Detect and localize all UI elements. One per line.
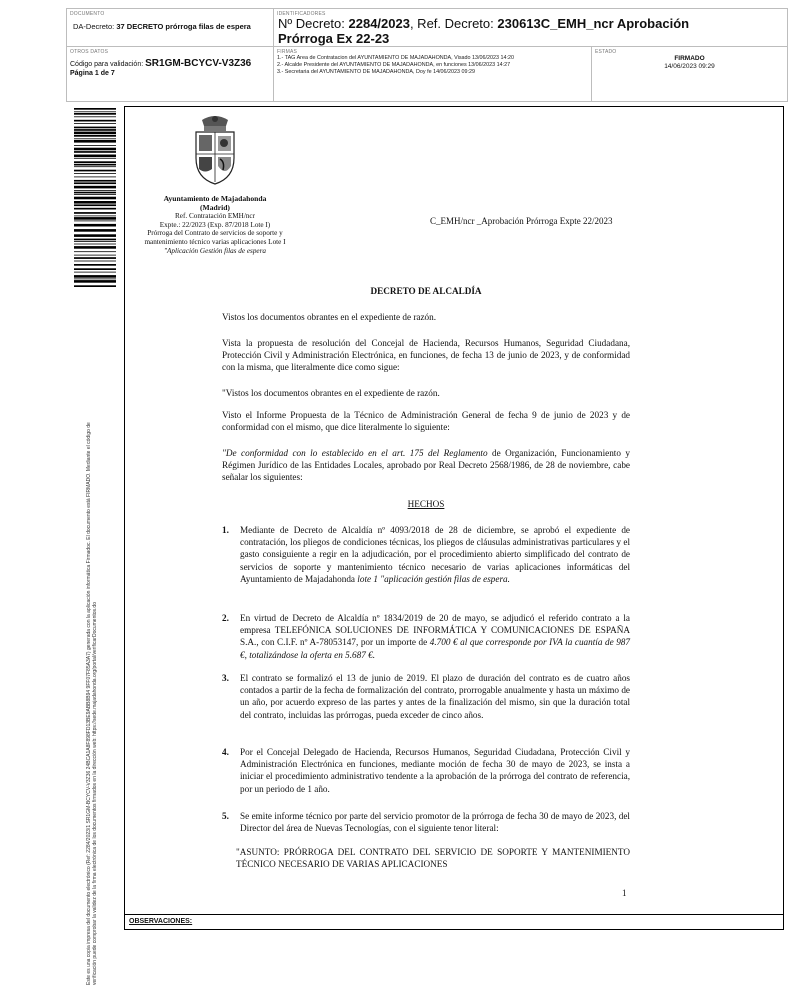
firmas-label: FIRMAS xyxy=(277,49,298,55)
ayuntamiento-region: (Madrid) xyxy=(200,202,230,212)
paragraph-3: "Vistos los documentos obrantes en el expediente de razón. xyxy=(222,388,440,398)
hecho-item: 3. El contrato se formalizó el 13 de junio de 2019. El plazo de duración del contrato es de cuatro años contados a partir de la fecha de formalización del contrato, prorrogable anualmente y hasta un máximo de un año, por acuerdo expreso de las partes y antes de la finalización del mismo, sin que la duración total del contrato, incluidas las prórrogas, pueda exceder de cinco años. xyxy=(222,673,630,720)
paragraph-1: Vistos los documentos obrantes en el expediente de razón. xyxy=(222,312,437,322)
documento-cell xyxy=(67,9,274,47)
identificadores-cell xyxy=(274,9,787,47)
documento-value: DA-Decreto: 37 DECRETO prórroga filas de espera xyxy=(73,22,251,31)
document-header xyxy=(66,8,788,102)
paragraph-5: "De conformidad con lo establecido en el art. 175 del Reglamento de Organización, Funcionamiento y Régimen Jurídico de las Entidades Locales, aprobado por Real Decreto 2568/1986, de 28 de noviembre, cabe señalar los siguientes: xyxy=(222,448,631,483)
paragraph-4: Visto el Informe Propuesta de la Técnico de Administración General de fecha 9 de junio de 2023 y de conformidad con el mismo, que dice literalmente lo siguiente: xyxy=(222,410,630,433)
estado-value: FIRMADO 14/06/2023 09:29 xyxy=(664,55,715,70)
asunto-quote: "ASUNTO: PRÓRROGA DEL CONTRATO DEL SERVICIO DE SOPORTE Y MANTENIMIENTO TÉCNICO NECESARIO DE VARIAS APLICACIONES xyxy=(236,847,630,870)
observaciones-divider xyxy=(124,914,784,915)
paragraph-2: Vista la propuesta de resolución del Concejal de Hacienda, Recursos Humanos, Seguridad Ciudadana, Protección Civil y Administración Electrónica, en funciones, de fecha 13 de junio de 2023, y de conformidad con la misma, que literalmente dice como sigue: xyxy=(222,338,630,373)
decreto-identifier: Nº Decreto: 2284/2023, Ref. Decreto: 230613C_EMH_ncr Aprobación Prórroga Ex 22-23 xyxy=(278,16,690,46)
document-title: DECRETO DE ALCALDÍA xyxy=(370,286,482,296)
hecho-item: 2. En virtud de Decreto de Alcaldía nº 1834/2019 de 20 de mayo, se adjudicó el referido contrato a la empresa TELEFÓNICA SOLUCIONES DE INFORMÁTICA Y COMUNICACIONES DE ESPAÑA S.A., con C.I.F. nº A-78053147, por un importe de 4.700 € al que corresponde por IVA la cuantía de 987 €, totalizándose la oferta en 5.687 €. xyxy=(222,613,630,660)
firma-2: 2.- Alcalde Presidente del AYUNTAMIENTO DE MAJADAHONDA, en funciones 13/06/2023 14:27 xyxy=(277,61,511,68)
documento-label: DOCUMENTO xyxy=(70,11,105,17)
hechos-heading: HECHOS xyxy=(407,499,445,509)
otros-datos-cell xyxy=(67,47,274,101)
otros-label: OTROS DATOS xyxy=(70,49,109,55)
reference-right: C_EMH/ncr _Aprobación Prórroga Expte 22/2023 xyxy=(430,216,613,226)
codigo[interactable]: SR1GM-BCYCV-V3Z36 xyxy=(145,58,252,69)
firma-1: 1.- TAG Area de Contratacion del AYUNTAMIENTO DE MAJADAHONDA, Visado 13/06/2023 14:20 xyxy=(277,55,514,61)
hecho-item: 1. Mediante de Decreto de Alcaldía nº 4093/2018 de 28 de diciembre, se aprobó el expediente de contratación, los pliegos de condiciones técnicas, los pliegos de cláusulas administrativas particulares y el gasto consiguiente a regir en la adjudicación, por el procedimiento abierto simplificado del contrato de servicios de soporte y mantenimiento técnico necesario de varias aplicaciones informáticas del Ayuntamiento de Majadahonda lote 1 "aplicación gestión filas de espera. xyxy=(222,525,630,584)
firma-3: 3.- Secretaria del AYUNTAMIENTO DE MAJADAHONDA, Doy fe 14/06/2023 09:29 xyxy=(277,68,476,75)
identificadores-label: IDENTIFICADORES xyxy=(277,11,326,17)
firmas-cell xyxy=(274,47,592,101)
pagina: Página 1 de 7 xyxy=(70,70,115,77)
hecho-item: 4. Por el Concejal Delegado de Hacienda, Recursos Humanos, Seguridad Ciudadana, Protección Civil y Administración Electrónica en funciones, mediante moción de fecha 30 de mayo de 2023, se insta a iniciar el procedimiento administrativo tendente a la aprobación de la prórroga del contrato de referencia, por un periodo de 1 año. xyxy=(222,747,630,794)
estado-cell xyxy=(592,47,787,101)
hecho-item: 5. Se emite informe técnico por parte del servicio promotor de la prórroga de fecha 30 de mayo de 2023, del Director del área de Nuevas Tecnologías, con el siguiente tenor literal: xyxy=(222,811,630,834)
page-number: 1 xyxy=(622,888,627,898)
observaciones-label: OBSERVACIONES: xyxy=(129,918,193,925)
ayuntamiento-name: Ayuntamiento de Majadahonda xyxy=(163,194,267,203)
margin-verification-text: Este es una copia impresa del documento electrónico (Ref: 2284/2023/1 SR1GM-BCYCV-V3Z36 24BCA1A8F898FD13BE9ABB8B94 9FF07F85A3A7) generada con la aplicación informática Firmadoc. El documento está FIRMADO. Mediante el código de verificación puede comprobar la validez de la firma electrónica de los documentos firmados en la dirección web: https://sede.majadahonda.org/portal/verificarDocumentos.do xyxy=(86,422,99,985)
letterhead: Ayuntamiento de Majadahonda (Madrid) Ref. Contratación EMH/ncr Expte.: 22/2023 (Exp. 87/2018 Lote I) Prórroga del Contrato de servicios de soporte y mantenimiento técnico varias aplicaciones Lote I "Aplicación Gestión filas de espera xyxy=(144,194,286,255)
barcode xyxy=(74,108,116,288)
validation-code: Código para validación: SR1GM-BCYCV-V3Z36 Página 1 de 7 xyxy=(70,58,252,77)
firmas-list xyxy=(277,55,514,75)
estado-label: ESTADO xyxy=(595,49,617,55)
coat-of-arms-icon xyxy=(190,114,240,186)
